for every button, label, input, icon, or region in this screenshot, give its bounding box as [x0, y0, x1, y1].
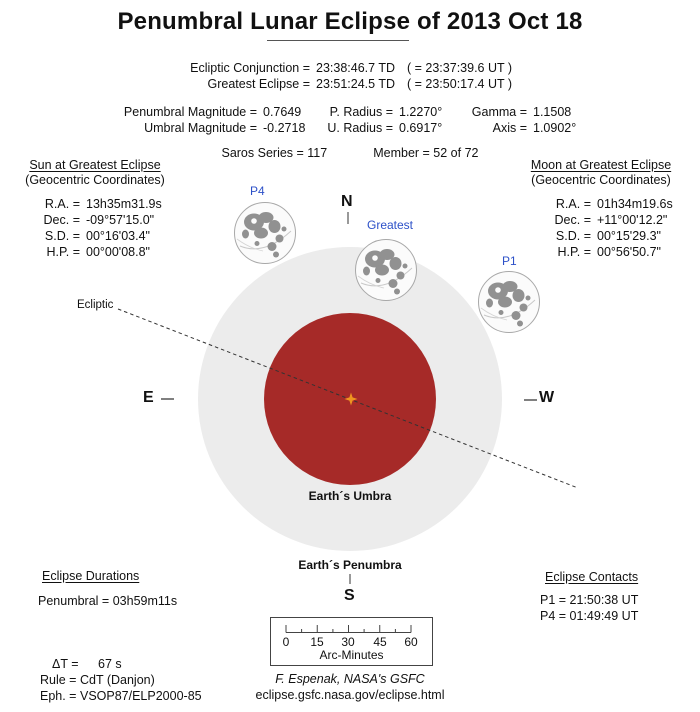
sun-dec-label: Dec. = [43, 213, 80, 227]
moon-dec-value: +11°00'12.2" [597, 213, 668, 227]
sun-block-title: Sun at Greatest Eclipse [29, 158, 161, 172]
saros-member: Member = 52 of 72 [373, 146, 479, 160]
moon-hp-value: 00°56'50.7" [597, 245, 661, 259]
moon-block-title: Moon at Greatest Eclipse [530, 158, 672, 172]
scale-tick-45: 45 [373, 635, 387, 649]
scale-ruler [271, 618, 432, 636]
contacts-title: Eclipse Contacts [545, 570, 639, 584]
moon-coordinates-block [512, 158, 690, 260]
delta-t-value: 67 s [98, 657, 122, 671]
compass-north: N [341, 193, 353, 210]
scale-tick-60: 60 [404, 635, 418, 649]
penumbral-magnitude-label: Penumbral Magnitude = [123, 105, 257, 119]
greatest-eclipse-ut: ( = 23:50:17.4 UT ) [407, 77, 513, 91]
credit-line: F. Espenak, NASA's GSFC [275, 672, 425, 686]
ecliptic-conjunction-ut: ( = 23:37:39.6 UT ) [407, 61, 513, 75]
radius-column [317, 104, 442, 136]
contact-p1-value: 21:50:38 UT [569, 593, 639, 607]
gamma-label: Gamma = [471, 105, 527, 119]
sun-hp-value: 00°00'08.8" [86, 245, 150, 259]
umbral-magnitude-value: -0.2718 [263, 121, 306, 135]
saros-series: Saros Series = 117 [221, 146, 328, 160]
umbra-label: Earth´s Umbra [308, 489, 392, 503]
penumbral-magnitude-row [0, 104, 305, 120]
u-radius-row [317, 120, 442, 136]
ephemeris-value: VSOP87/ELP2000-85 [79, 689, 202, 703]
penumbral-magnitude-value: 0.7649 [263, 105, 302, 119]
moon-sd-value: 00°15'29.3" [597, 229, 661, 243]
sun-sd-value: 00°16'03.4" [86, 229, 150, 243]
credit-url: eclipse.gsfc.nasa.gov/eclipse.html [255, 688, 445, 702]
ecliptic-label: Ecliptic [77, 299, 114, 311]
compass-south: S [344, 587, 355, 604]
umbral-magnitude-row [0, 120, 305, 136]
ecliptic-conjunction-row [0, 61, 700, 76]
gamma-column [460, 104, 576, 136]
moon-hp-row [543, 244, 690, 260]
sun-dec-row [32, 212, 184, 228]
moon-p1 [479, 272, 540, 333]
moon-sd-row [543, 228, 690, 244]
sun-ra-label: R.A. = [44, 197, 80, 211]
penumbral-duration-row [38, 594, 177, 608]
moon-dec-row [543, 212, 690, 228]
moon-p4 [235, 203, 296, 264]
scale-tick-30: 30 [341, 635, 355, 649]
durations-title: Eclipse Durations [42, 569, 140, 583]
delta-t-label: ΔT = [52, 657, 79, 671]
sun-ra-value: 13h35m31.9s [86, 197, 162, 211]
greatest-label: Greatest [367, 218, 414, 232]
page-title: Penumbral Lunar Eclipse of 2013 Oct 18 [117, 8, 583, 35]
moon-ra-row [543, 196, 690, 212]
sun-dec-value: -09°57'15.0" [86, 213, 155, 227]
penumbral-duration-label: Penumbral = [38, 594, 110, 608]
u-radius-label: U. Radius = [327, 121, 393, 135]
title-divider [267, 40, 409, 41]
umbral-magnitude-label: Umbral Magnitude = [144, 121, 257, 135]
compass-east: E [143, 389, 154, 406]
moon-block-subtitle: (Geocentric Coordinates) [531, 173, 671, 187]
moon-hp-label: H.P. = [557, 245, 591, 259]
greatest-eclipse-row [0, 77, 700, 92]
rule-value: CdT (Danjon) [79, 673, 155, 687]
penumbral-duration-value: 03h59m11s [112, 594, 178, 608]
scale-unit-label: Arc-Minutes [319, 648, 384, 662]
sun-block-subtitle: (Geocentric Coordinates) [25, 173, 165, 187]
ecliptic-conjunction-value: 23:38:46.7 TD [316, 61, 395, 75]
moon-greatest [356, 240, 417, 301]
moon-dec-label: Dec. = [554, 213, 591, 227]
sun-ra-row [32, 196, 184, 212]
axis-label: Axis = [492, 121, 527, 135]
axis-value: 1.0902° [533, 121, 577, 135]
sun-hp-label: H.P. = [46, 245, 80, 259]
ephemeris-label: Eph. = [40, 689, 77, 703]
u-radius-value: 0.6917° [399, 121, 443, 135]
p-radius-label: P. Radius = [329, 105, 393, 119]
scale-bar [270, 617, 433, 666]
p-radius-value: 1.2270° [399, 105, 443, 119]
magnitude-column [0, 104, 305, 136]
sun-sd-label: S.D. = [44, 229, 80, 243]
sun-hp-row [32, 244, 184, 260]
scale-tick-15: 15 [310, 635, 324, 649]
sun-coordinates-block [6, 158, 184, 260]
gamma-value: 1.1508 [533, 105, 572, 119]
contact-p4-value: 01:49:49 UT [569, 609, 639, 623]
moon-ra-label: R.A. = [555, 197, 591, 211]
rule-label: Rule = [40, 673, 77, 687]
contact-p4-label: P4 = [540, 609, 567, 623]
contact-p4-row [540, 609, 638, 623]
moon-ra-value: 01h34m19.6s [597, 197, 673, 211]
compass-west: W [539, 389, 555, 406]
gamma-row [460, 104, 576, 120]
contact-p1-row [540, 593, 638, 607]
contact-p1-label: P1 = [540, 593, 567, 607]
moon-sd-label: S.D. = [555, 229, 591, 243]
greatest-eclipse-value: 23:51:24.5 TD [316, 77, 395, 91]
ecliptic-conjunction-label: Ecliptic Conjunction = [190, 61, 310, 75]
sun-sd-row [32, 228, 184, 244]
scale-tick-0: 0 [282, 635, 290, 649]
greatest-eclipse-label: Greatest Eclipse = [207, 77, 310, 91]
delta-t-row [52, 657, 122, 671]
p-radius-row [317, 104, 442, 120]
p4-label: P4 [250, 184, 265, 198]
p1-label: P1 [502, 254, 517, 268]
penumbra-label: Earth´s Penumbra [298, 558, 402, 572]
axis-row [460, 120, 576, 136]
